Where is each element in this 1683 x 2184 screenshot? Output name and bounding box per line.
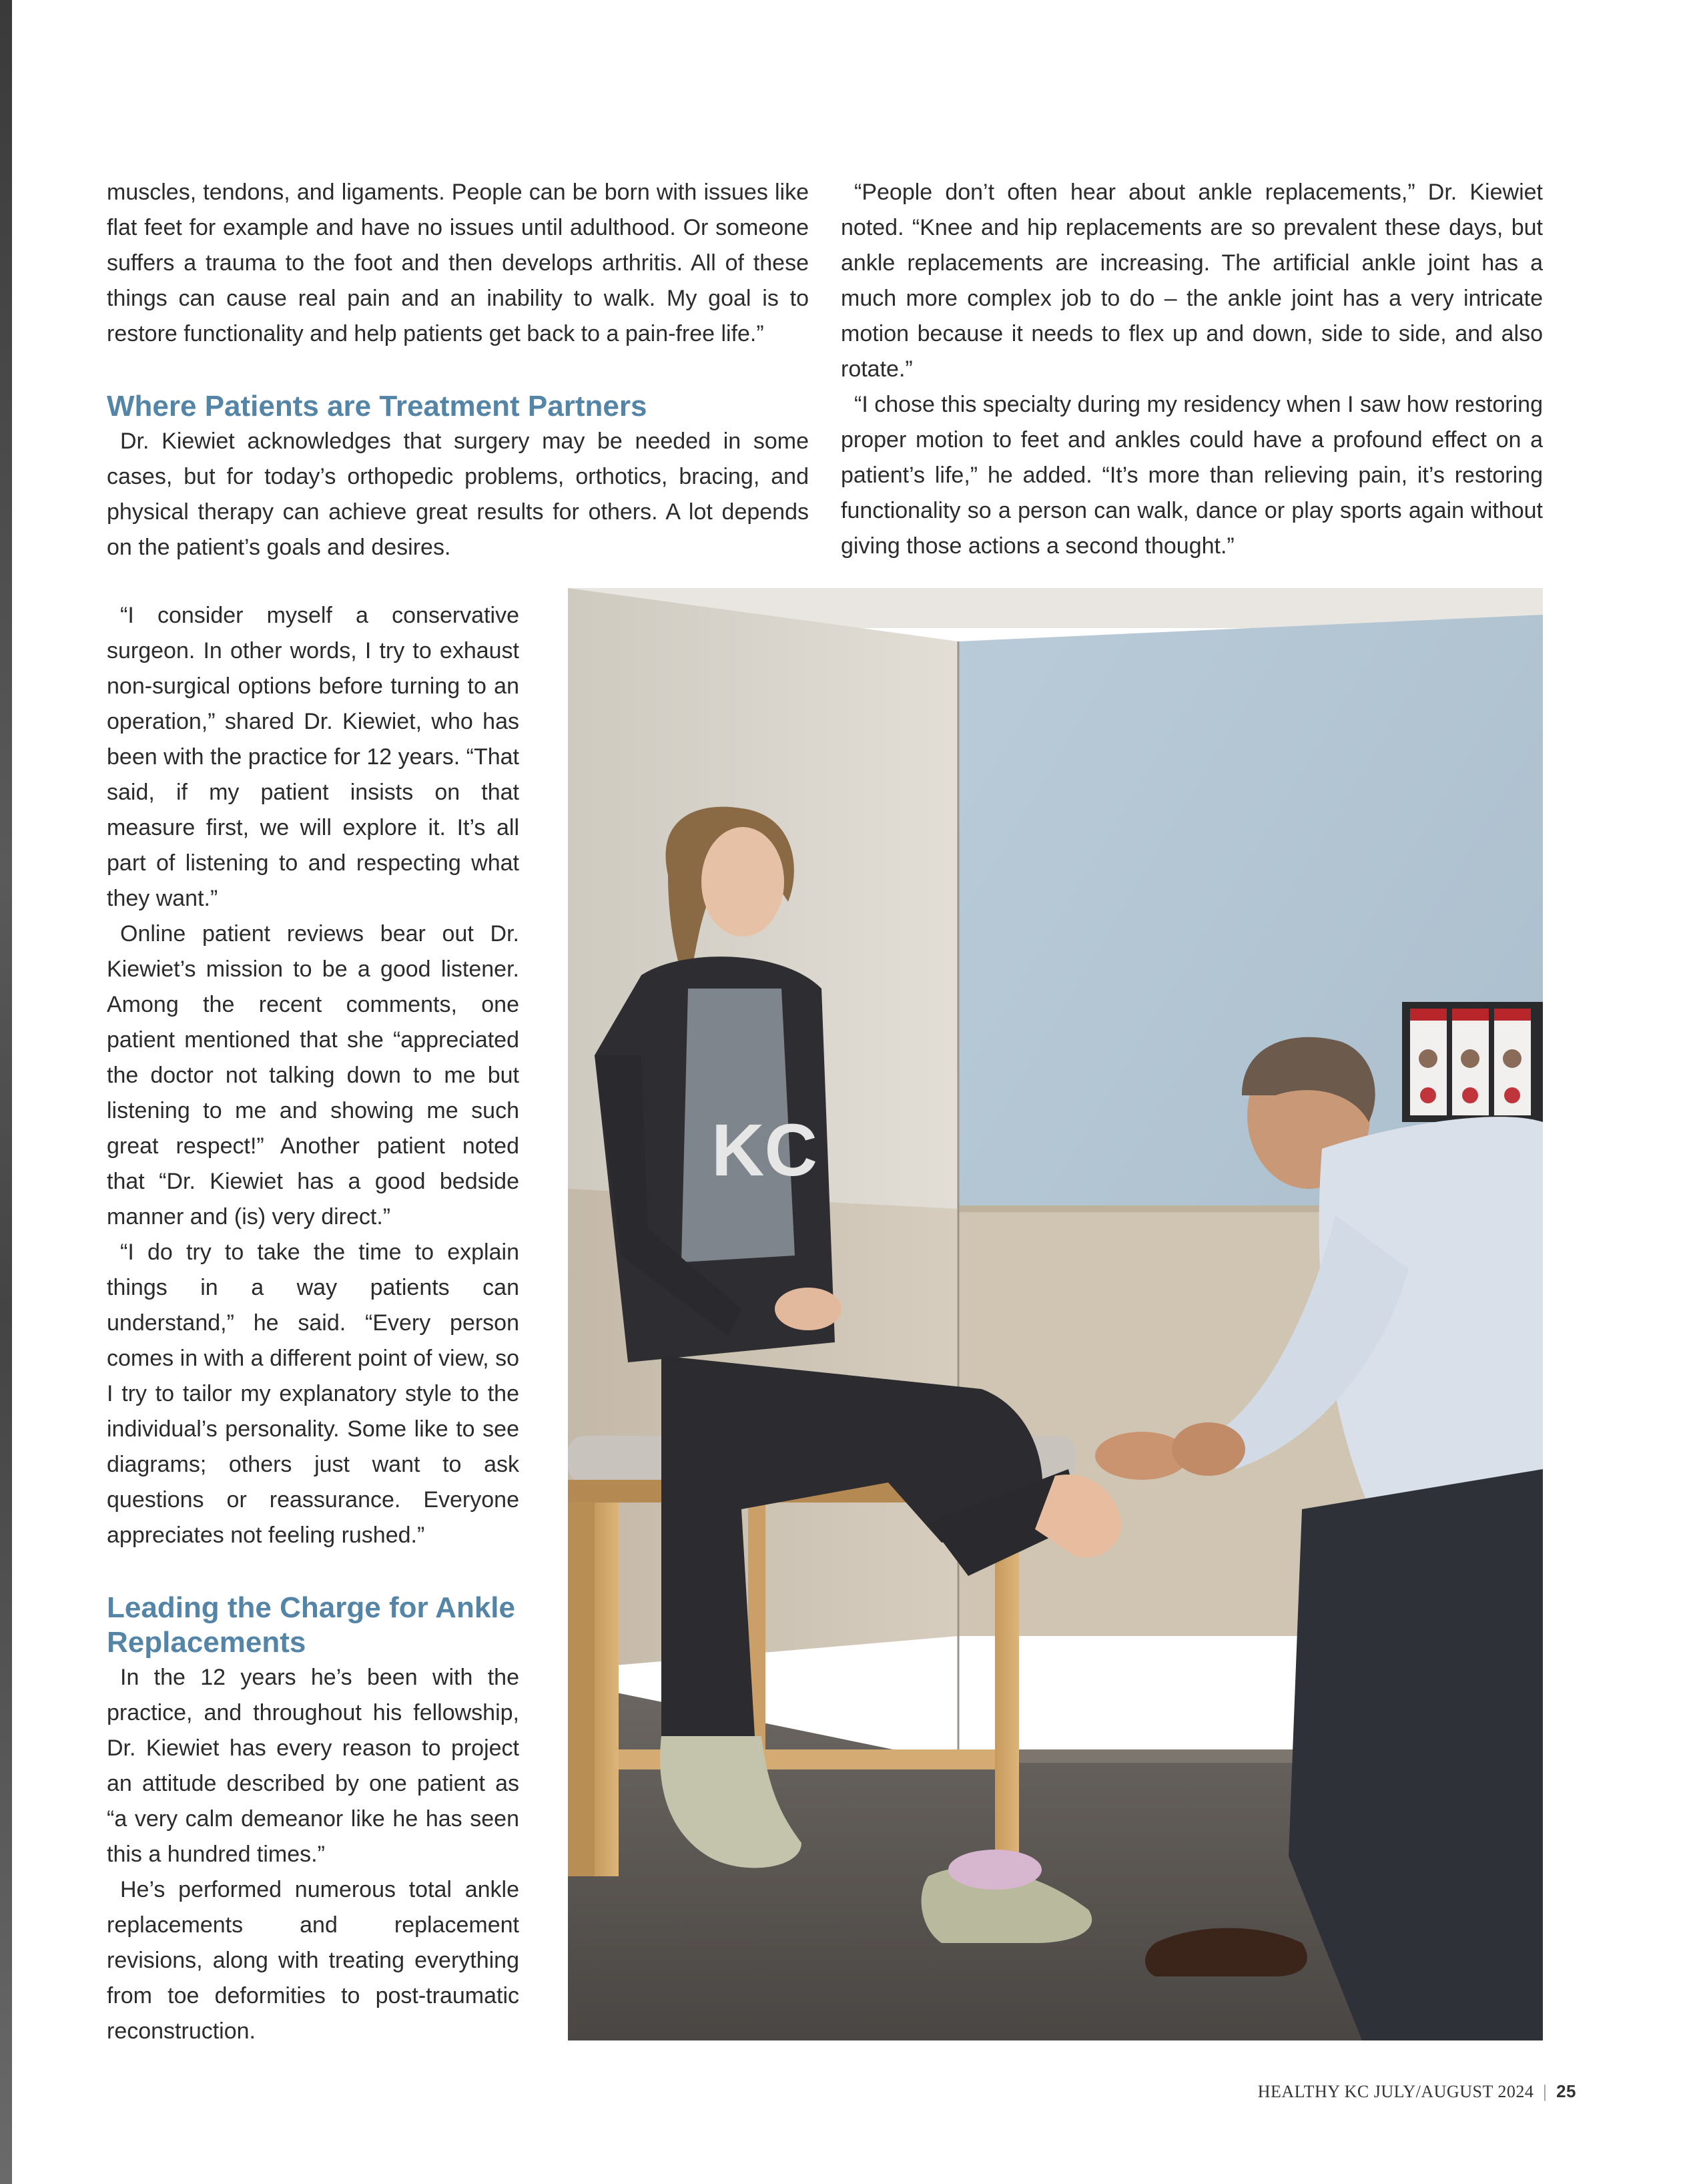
body-paragraph: “I chose this specialty during my residency when I saw how restoring proper motion to feet and ankles could have a profound effect on a patient’s life,” he added. “It’s more than relieving pain, it’s restoring functionality so a person can walk, dance or play sports again without giving those actions a second thought.”	[841, 392, 1543, 559]
page-number: 25	[1556, 2081, 1576, 2101]
body-paragraph: “I do try to take the time to explain things in a way patients can understand,” he said. “Every person comes in with a different point of view, so I try to tailor my explanatory style to the individual’s personality. Some like to see diagrams; others just want to ask questions or reassurance. Everyone appreciates not feeling rushed.”	[107, 1240, 519, 1548]
shirt-lettering: KC	[711, 1109, 817, 1191]
page-binding-edge	[0, 0, 12, 2184]
body-paragraph: In the 12 years he’s been with the practice, and throughout his fellowship, Dr. Kiewiet has every reason to project an attitude described by one patient as “a very calm demeanor like he has seen this a hundred times.”	[107, 1665, 519, 1867]
section-heading-treatment-partners: Where Patients are Treatment Partners	[107, 390, 647, 423]
publication-label: HEALTHY KC JULY/AUGUST 2024	[1257, 2082, 1534, 2101]
left-column-narrow	[107, 598, 519, 2049]
section-heading-ankle-replacements: Leading the Charge for Ankle Replacements	[107, 1591, 516, 1659]
article-photo	[568, 588, 1543, 2040]
footer-separator: |	[1543, 2082, 1548, 2101]
right-column-top	[841, 175, 1543, 564]
body-paragraph: “I consider myself a conservative surgeon. In other words, I try to exhaust non-surgical options before turning to an operation,” shared Dr. Kiewiet, who has been with the practice for 12 years. “That said, if my patient insists on that measure first, we will explore it. It’s all part of listening to and respecting what they want.”	[107, 603, 519, 911]
left-column-top	[107, 175, 809, 565]
body-paragraph: Dr. Kiewiet acknowledges that surgery may be needed in some cases, but for today’s orthopedic problems, orthotics, bracing, and physical therapy can achieve great results for others. A lot depends on the patient’s goals and desires.	[107, 429, 809, 560]
body-paragraph: “People don’t often hear about ankle replacements,” Dr. Kiewiet noted. “Knee and hip replacements are so prevalent these days, but ankle replacements are increasing. The artificial ankle joint has a much more complex job to do – the ankle joint has a very intricate motion because it needs to flex up and down, side to side, and also rotate.”	[841, 180, 1543, 382]
brochure-rack	[1402, 1002, 1543, 1122]
body-paragraph: He’s performed numerous total ankle replacements and replacement revisions, along with treating everything from toe deformities to post-traumatic reconstruction.	[107, 1877, 519, 2044]
page-footer	[1258, 2081, 1576, 2102]
body-paragraph: Online patient reviews bear out Dr. Kiewiet’s mission to be a good listener. Among the recent comments, one patient mentioned that she “appreciated the doctor not talking down to me but listening to me and showing me such great respect!” Another patient noted that “Dr. Kiewiet has a good bedside manner and (is) very direct.”	[107, 921, 519, 1230]
body-paragraph: muscles, tendons, and ligaments. People can be born with issues like flat feet for example and have no issues until adulthood. Or someone suffers a trauma to the foot and then develops arthritis. All of these things can cause real pain and an inability to walk. My goal is to restore functionality and help patients get back to a pain-free life.”	[107, 180, 809, 346]
